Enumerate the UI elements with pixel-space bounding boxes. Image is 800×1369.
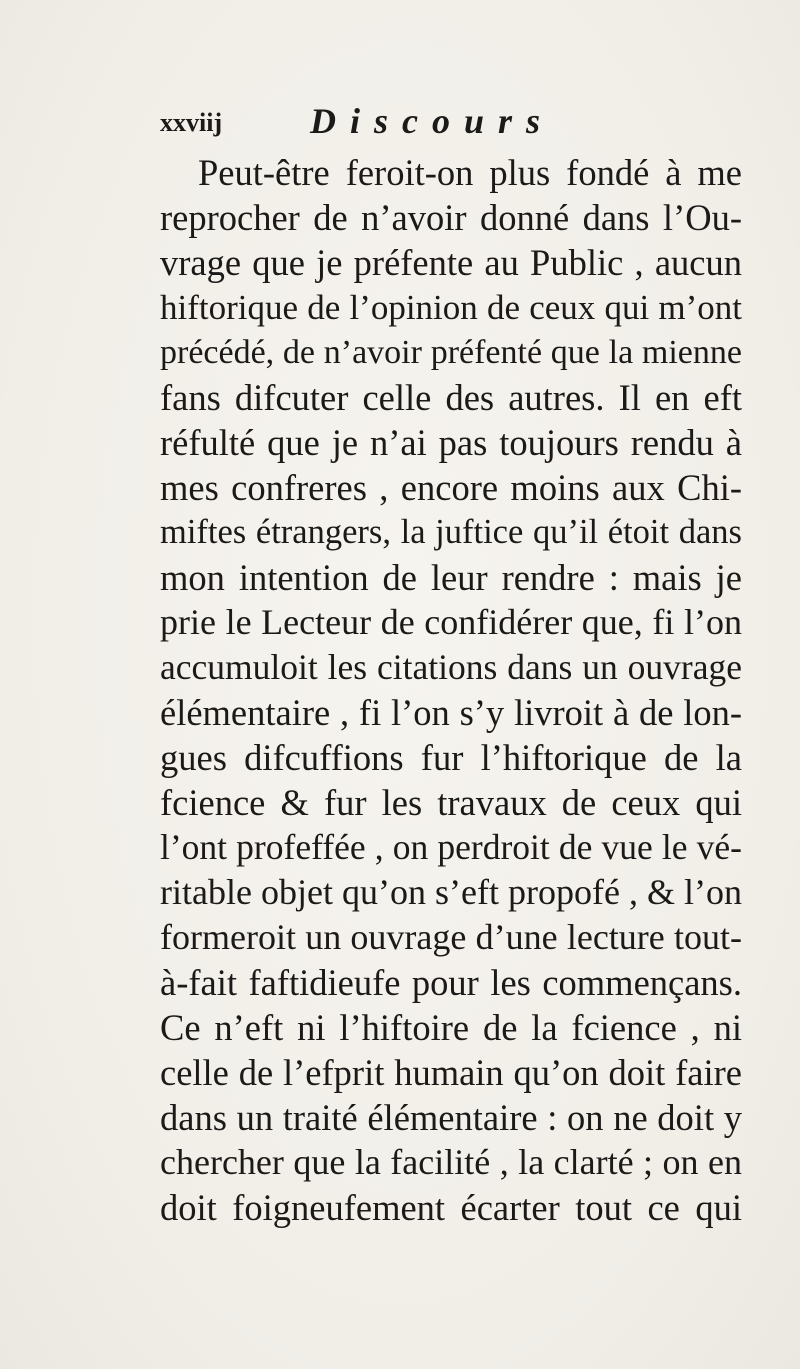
page-header bbox=[160, 100, 740, 150]
text-line: Peut-être feroit-on plus fondé à me bbox=[198, 152, 742, 193]
page-number: xxviij bbox=[160, 108, 223, 137]
body-text bbox=[160, 150, 742, 1230]
text-line: gues difcuffions fur l’hiftorique de la bbox=[160, 737, 742, 778]
text-line: précédé, de n’avoir préfenté que la mienne bbox=[160, 334, 742, 371]
text-line: fans difcuter celle des autres. Il en eft bbox=[160, 377, 742, 418]
text-line: dans un traité élémentaire : on ne doit y bbox=[160, 1097, 742, 1138]
text-line: accumuloit les citations dans un ouvrage bbox=[160, 647, 742, 687]
text-line: prie le Lecteur de confidérer que, fi l’on bbox=[160, 602, 742, 642]
text-line: mes confreres , encore moins aux Chi- bbox=[160, 467, 742, 508]
text-line: doit foigneufement écarter tout ce qui bbox=[160, 1187, 742, 1228]
text-line: hiftorique de l’opinion de ceux qui m’ont bbox=[160, 288, 742, 327]
text-line: formeroit un ouvrage d’une lecture tout- bbox=[160, 917, 742, 957]
text-line: vrage que je préfente au Public , aucun bbox=[160, 242, 742, 283]
text-line: ritable objet qu’on s’eft propofé , & l’on bbox=[160, 872, 742, 912]
running-head: Discours bbox=[310, 101, 555, 141]
text-line: mon intention de leur rendre : mais je bbox=[160, 557, 742, 598]
text-line: à-fait faftidieufe pour les commençans. bbox=[160, 962, 742, 1003]
text-line: celle de l’efprit humain qu’on doit faire bbox=[160, 1052, 742, 1093]
text-line: élémentaire , fi l’on s’y livroit à de lon- bbox=[160, 692, 742, 733]
text-line: Ce n’eft ni l’hiftoire de la fcience , ni bbox=[160, 1007, 742, 1048]
text-line: réfulté que je n’ai pas toujours rendu à bbox=[160, 422, 742, 463]
text-line: l’ont profeffée , on perdroit de vue le vé- bbox=[160, 827, 742, 867]
text-line: fcience & fur les travaux de ceux qui bbox=[160, 782, 742, 823]
text-line: chercher que la facilité , la clarté ; on en bbox=[160, 1142, 742, 1182]
text-line: miftes étrangers, la juftice qu’il étoit dans bbox=[160, 513, 742, 551]
text-line: reprocher de n’avoir donné dans l’Ou- bbox=[160, 197, 742, 238]
